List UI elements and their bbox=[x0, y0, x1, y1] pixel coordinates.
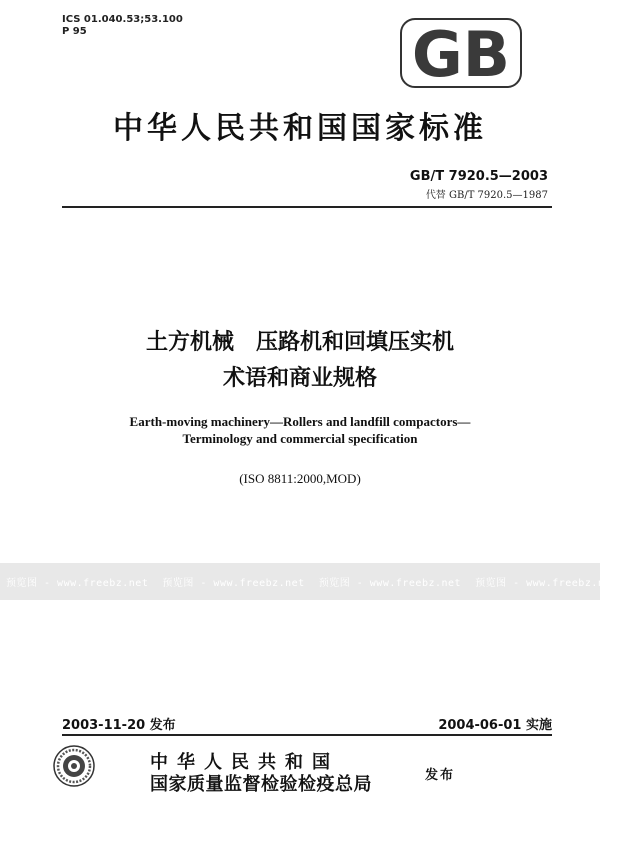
national-standard-title: 中华人民共和国国家标准 bbox=[113, 111, 487, 146]
chinese-title bbox=[0, 325, 600, 397]
english-title-line2: Terminology and commercial specification bbox=[182, 431, 418, 446]
english-title-line1: Earth-moving machinery—Rollers and landfill compactors— bbox=[129, 414, 471, 429]
publisher-block bbox=[150, 752, 372, 796]
ics-code: ICS 01.040.53;53.100 bbox=[62, 14, 183, 25]
watermark-text: 预览图 - www.freebz.net bbox=[318, 578, 462, 589]
gb-logo-text: GB bbox=[411, 18, 511, 91]
watermark-banner bbox=[0, 563, 618, 600]
date-row bbox=[62, 714, 552, 733]
chinese-title-line1: 土方机械 压路机和回填压实机 bbox=[145, 330, 454, 355]
watermark-text: 预览图 - www.freebz.net bbox=[6, 578, 149, 589]
footer-divider bbox=[62, 734, 552, 736]
watermark-text: 预览图 - www.freebz.net bbox=[162, 578, 305, 589]
chinese-title-line2: 术语和商业规格 bbox=[222, 366, 377, 391]
standard-number: GB/T 7920.5—2003 bbox=[409, 169, 548, 184]
standard-code-block bbox=[410, 169, 548, 201]
english-title bbox=[0, 413, 600, 447]
publisher-line1: 中华人民共和国 bbox=[150, 752, 339, 773]
ics-classification bbox=[62, 14, 183, 38]
publisher-line2: 国家质量监督检验检疫总局 bbox=[150, 774, 372, 795]
replaces-standard: 代替 GB/T 7920.5—1987 bbox=[425, 190, 548, 201]
gb-logo bbox=[400, 18, 522, 91]
aqsiq-seal-icon bbox=[53, 745, 95, 787]
issue-label: 发布 bbox=[425, 768, 456, 783]
header-divider bbox=[62, 206, 552, 208]
issue-date: 2003-11-20 发布 bbox=[62, 718, 176, 733]
implementation-date: 2004-06-01 实施 bbox=[438, 718, 552, 733]
watermark-text: 预览图 - www.freebz.net bbox=[475, 578, 618, 589]
ccs-code: P 95 bbox=[62, 26, 87, 37]
iso-reference: (ISO 8811:2000,MOD) bbox=[239, 471, 361, 486]
